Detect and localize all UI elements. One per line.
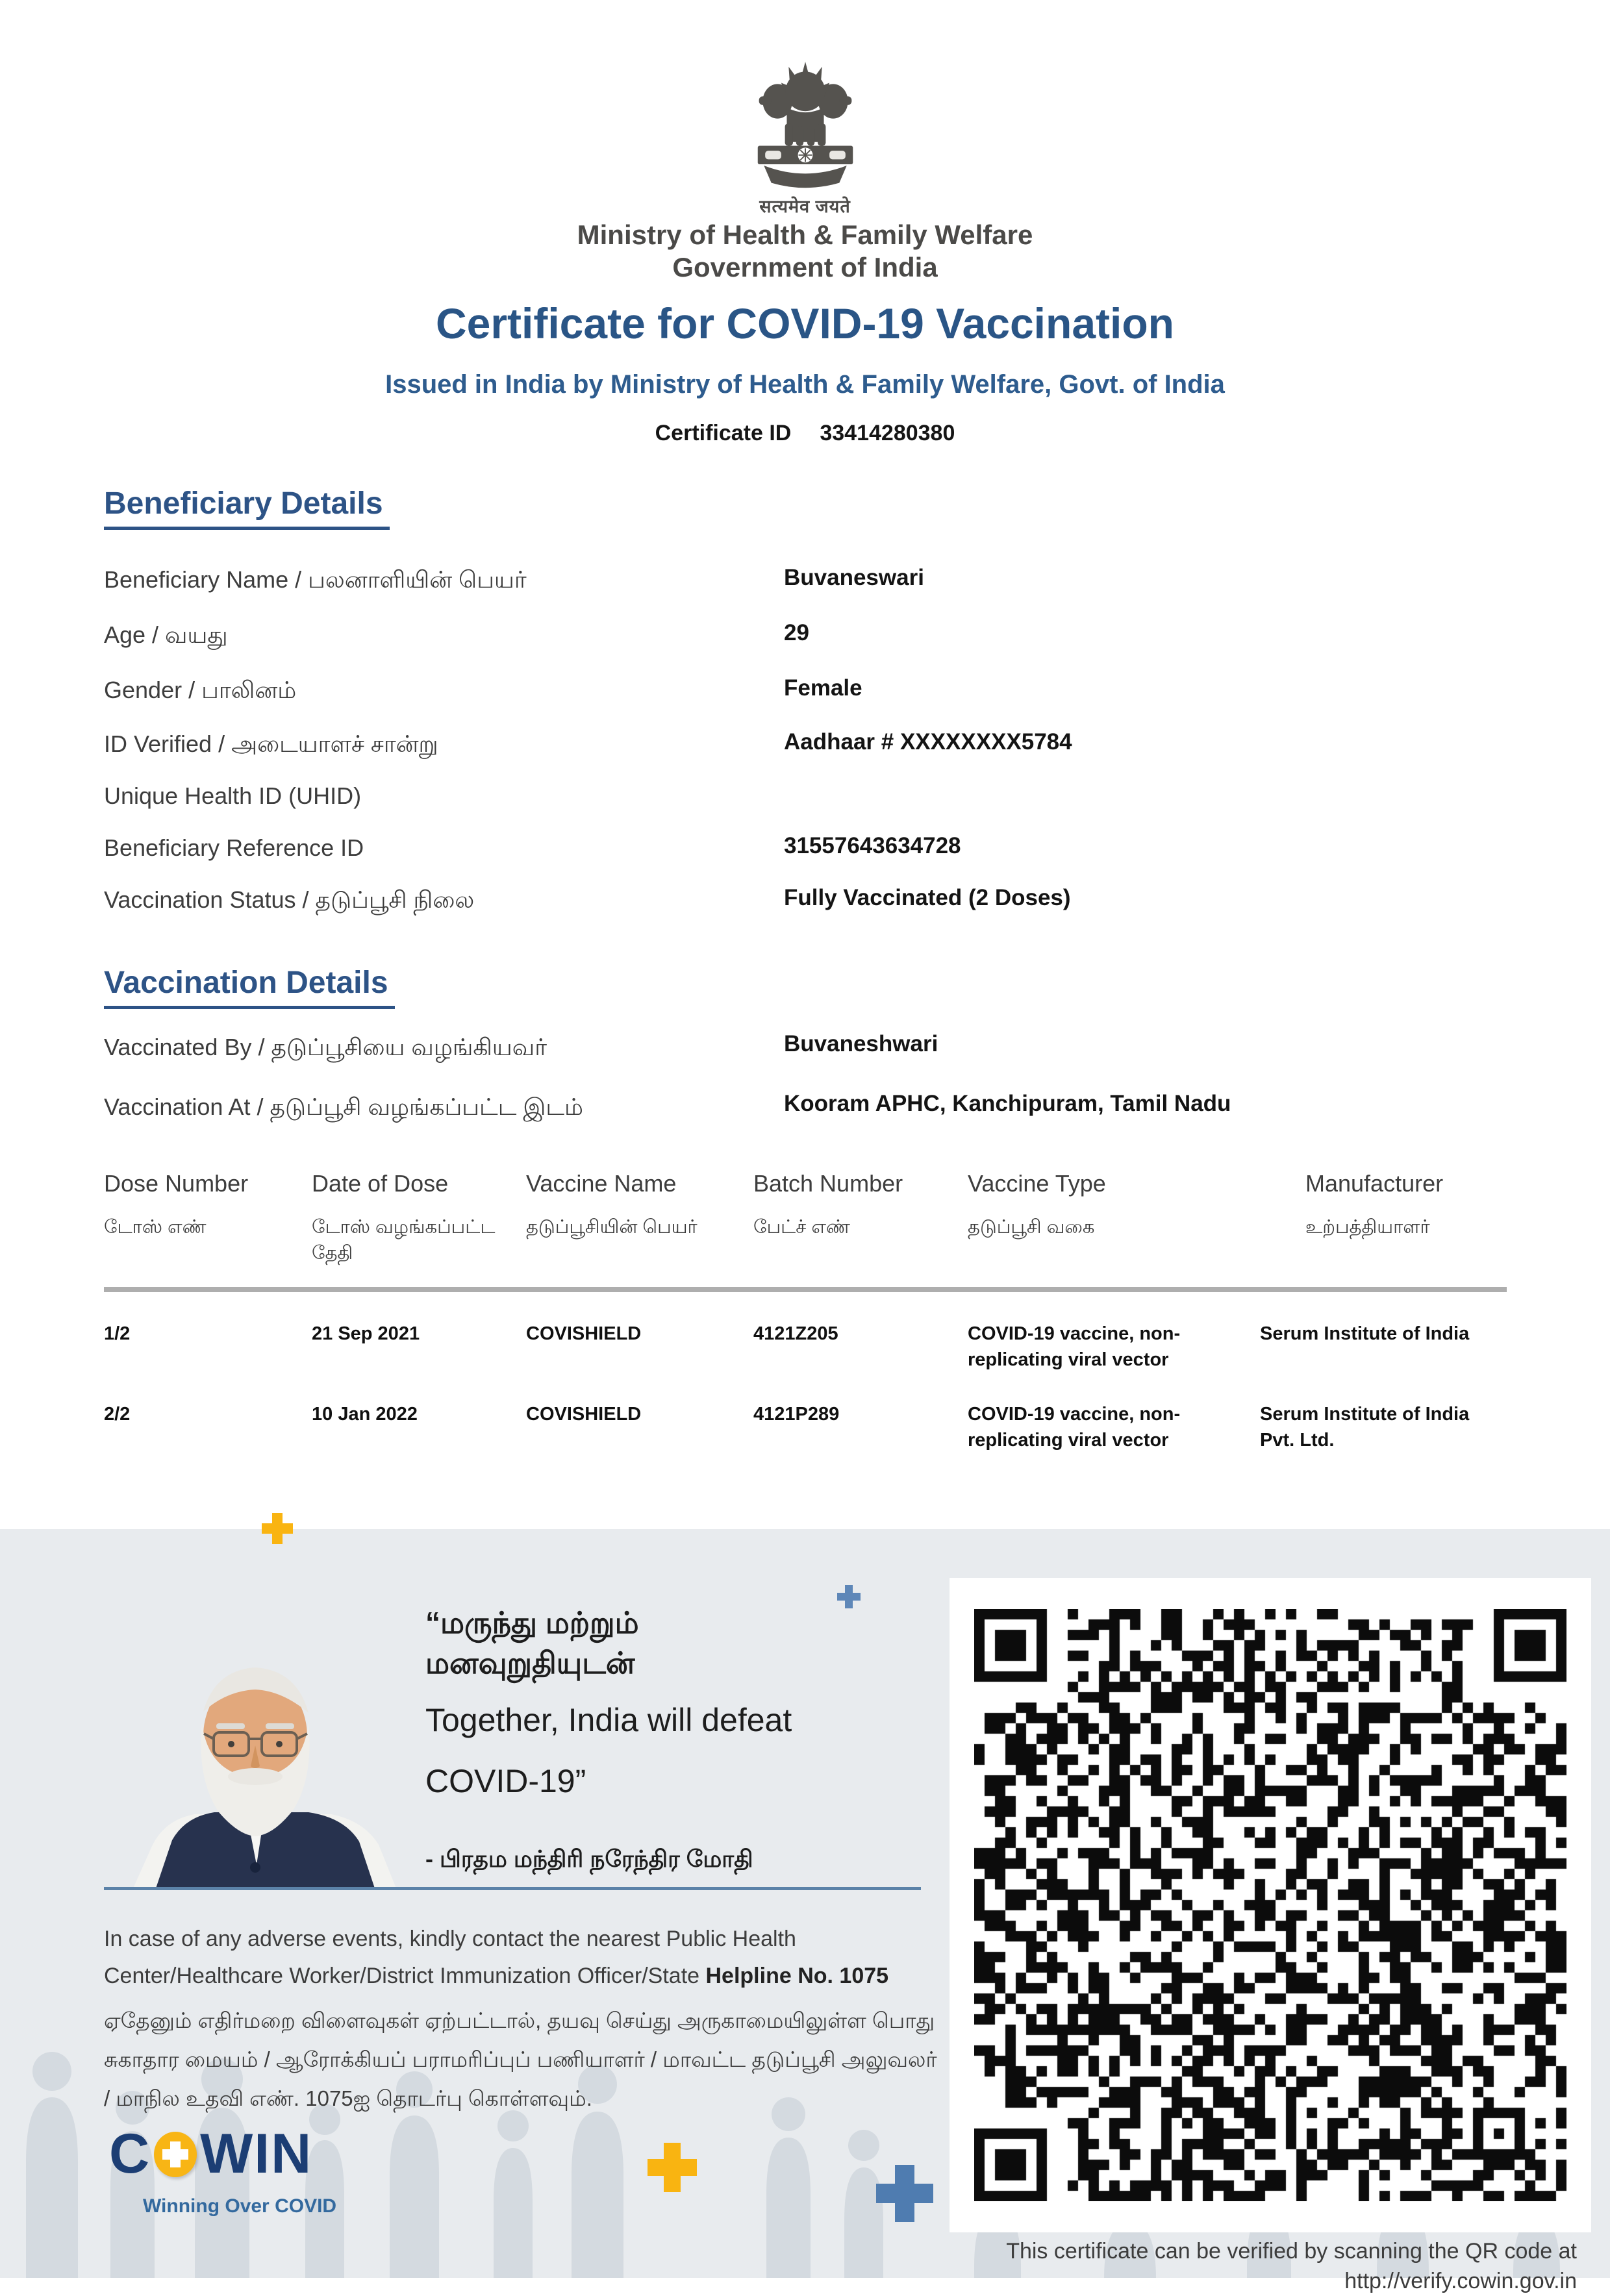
col-header-vaccine-name-ta: தடுப்பூசியின் பெயர்	[526, 1217, 698, 1238]
col-header-date-of-dose: Date of Dose	[312, 1170, 449, 1197]
adverse-events-text-en: In case of any adverse events, kindly contact the nearest Public Health Center/Healthcare Worker/District Immunization Officer/State Helpline No. 1075	[104, 1927, 889, 1988]
page-title: Certificate for COVID-19 Vaccination	[436, 299, 1174, 347]
col-header-manufacturer-ta: உற்பத்தியாளர்	[1305, 1217, 1430, 1238]
age-value: 29	[784, 620, 809, 645]
helpline-number: Helpline No. 1075	[705, 1964, 889, 1988]
ministry-name: Ministry of Health & Family Welfare	[577, 219, 1033, 250]
cowin-logo-win: WIN	[200, 2123, 313, 2185]
col-header-manufacturer: Manufacturer	[1305, 1170, 1444, 1197]
col-header-date-of-dose-ta: டோஸ் வழங்கப்பட்ட தேதி	[312, 1217, 496, 1264]
col-header-vaccine-name: Vaccine Name	[526, 1170, 677, 1197]
table-row: 2/2	[104, 1404, 131, 1425]
certificate-id-value: 33414280380	[820, 421, 955, 445]
certificate-id	[0, 421, 1610, 446]
plus-icon	[876, 2165, 933, 2222]
col-header-vaccine-type-ta: தடுப்பூசி வகை	[968, 1217, 1095, 1238]
quote-english-line1: Together, India will defeat	[425, 1702, 792, 1738]
col-header-dose-number-ta: டோஸ் எண்	[104, 1217, 207, 1238]
gender-label: Gender / பாலினம்	[104, 677, 297, 703]
cowin-tagline: Winning Over COVID	[143, 2195, 337, 2217]
id-verified-label: ID Verified / அடையாளச் சான்று	[104, 730, 438, 757]
uhid-label: Unique Health ID (UHID)	[104, 782, 362, 809]
vaccinated-by-label: Vaccinated By / தடுப்பூசியை வழங்கியவர்	[104, 1034, 547, 1060]
beneficiary-name-label: Beneficiary Name / பலனாளியின் பெயர்	[104, 566, 527, 593]
beneficiary-reference-id-label: Beneficiary Reference ID	[104, 834, 364, 861]
government-name: Government of India	[672, 252, 938, 282]
quote-english-line2: COVID-19”	[425, 1763, 586, 1799]
dose-table: Dose Number Date of Dose Vaccine Name Batch Number Vaccine Type Manufacturer டோஸ் எண் டோஸ் வழங்கப்பட்ட தேதி தடுப்பூசியின் பெயர் பேட்ச் எண் தடுப்பூசி வகை உற்பத்தியாளர் 1/2 21 Sep 2021 COVISHIELD 4121Z205 COVID-19 vaccine, non-replicating viral vector Serum Institute of India 2/2 10 Jan 2022 COVISHIELD 4121P289 COVID-19 vaccine, non-replicating viral vector Serum Institute of India Pvt. Ltd.	[104, 1170, 1507, 1453]
vaccination-status-value: Fully Vaccinated (2 Doses)	[784, 885, 1071, 910]
quote-tamil-line1: “மருந்து மற்றும்	[425, 1606, 639, 1640]
ashoka-lion-capital	[757, 62, 853, 188]
col-header-dose-number: Dose Number	[104, 1170, 249, 1197]
cowin-plus-icon	[154, 2132, 197, 2177]
age-label: Age / வயது	[104, 621, 228, 648]
id-verified-value: Aadhaar # XXXXXXXX5784	[784, 729, 1072, 755]
national-emblem	[0, 51, 1610, 193]
quote-attribution: - பிரதம மந்திரி நரேந்திர மோதி	[425, 1845, 753, 1872]
pm-quote	[425, 1603, 945, 1876]
table-row: 1/2	[104, 1323, 131, 1344]
cowin-logo	[109, 2122, 336, 2217]
beneficiary-reference-id-value: 31557643634728	[784, 833, 961, 858]
vaccination-status-label: Vaccination Status / தடுப்பூசி நிலை	[104, 886, 475, 913]
vaccination-details-heading: Vaccination Details	[104, 965, 395, 1009]
verification-note	[927, 2236, 1577, 2296]
verify-url[interactable]: http://verify.cowin.gov.in	[1344, 2269, 1577, 2293]
page-subtitle: Issued in India by Ministry of Health & Family Welfare, Govt. of India	[385, 370, 1225, 399]
gender-value: Female	[784, 675, 862, 701]
plus-icon	[262, 1513, 293, 1544]
col-header-vaccine-type: Vaccine Type	[968, 1170, 1106, 1197]
vaccination-at-value: Kooram APHC, Kanchipuram, Tamil Nadu	[784, 1091, 1231, 1116]
quote-tamil-line2: மனவுறுதியுடன்	[425, 1646, 635, 1680]
divider-rule	[104, 1887, 921, 1890]
verify-line1: This certificate can be verified by scanning the QR code at	[1006, 2239, 1577, 2264]
pm-photo	[88, 1647, 432, 1888]
qr-code	[974, 1609, 1566, 2201]
adverse-events-text-ta: ஏதேனும் எதிர்மறை விளைவுகள் ஏற்பட்டால், தயவு செய்து அருகாமையிலுள்ள பொது சுகாதார மையம் / ஆரோக்கியப் பராமரிப்புப் பணியாளர் / மாவட்ட தடுப்பூசி அலுவலர் / மாநில உதவி எண். 1075ஐ தொடர்பு கொள்ளவும்.	[104, 2008, 937, 2110]
col-header-batch-number-ta: பேட்ச் எண்	[753, 1217, 850, 1238]
col-header-batch-number: Batch Number	[753, 1170, 903, 1197]
cowin-logo-c: C	[109, 2123, 151, 2185]
beneficiary-details-heading: Beneficiary Details	[104, 486, 390, 530]
table-header-divider	[104, 1287, 1507, 1292]
vaccinated-by-value: Buvaneshwari	[784, 1031, 938, 1056]
beneficiary-name-value: Buvaneswari	[784, 565, 924, 590]
emblem-motto: सत्यमेव जयते	[759, 197, 851, 216]
certificate-id-label: Certificate ID	[655, 421, 792, 445]
vaccination-at-label: Vaccination At / தடுப்பூசி வழங்கப்பட்ட இடம்	[104, 1093, 583, 1120]
plus-icon	[648, 2143, 697, 2192]
